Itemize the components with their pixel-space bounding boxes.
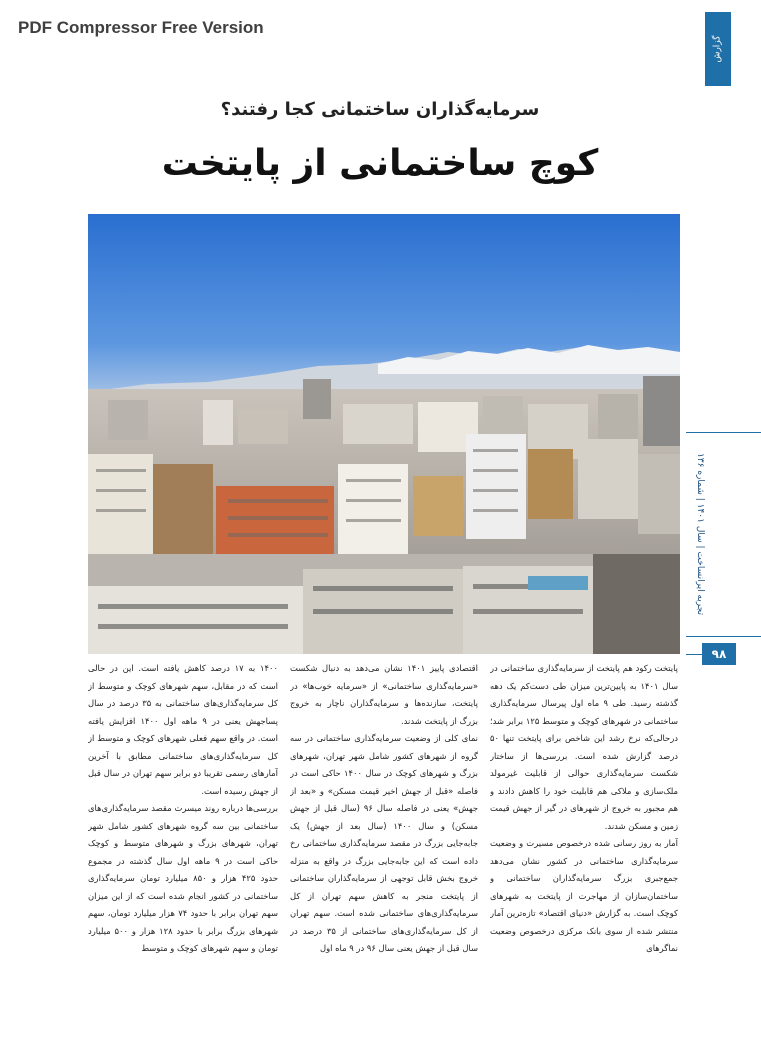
article-subtitle: سرمایه‌گذاران ساختمانی کجا رفتند؟ <box>220 99 540 120</box>
text-column-2 <box>290 660 478 980</box>
page-number-line <box>686 654 702 655</box>
paragraph: آمار به روز رسانی شده درخصوص مسیرت و وضعیت سرمایه‌گذاری ساختمانی در کشور نشان می‌دهد جمع‌جبری بزرگ سرمایه‌گذاران ساختمانی و ساختمان‌سازان از مهاجرت از پایتخت به شهرهای کوچک است. به گزارش «دنیای اقتصاد» تازه‌ترین آمار منتشر شده از سوی بانک مرکزی درخصوص وضعیت نماگرهای <box>490 838 678 953</box>
paragraph: اقتصادی پاییز ۱۴۰۱ نشان می‌دهد به دنبال شکست «سرمایه‌گذاری ساختمانی» از «سرمایه خوب‌ها» در پایتخت، سازنده‌ها و سرمایه‌گذاران ناچار به خروج بزرگ از پایتخت شدند. <box>290 663 478 726</box>
paragraph: پایتخت رکود هم پایتخت از سرمایه‌گذاری ساختمانی در سال ۱۴۰۱ به پایین‌ترین میزان طی دست‌کم یک دهه گذشته رسید. طی ۹ ماه اول پیرسال سرمایه‌گذاری ساختمانی در شهرهای کوچک و متوسط ۱۲۵ برابر شد؛ درحالی‌که نرخ رشد این شاخص برای پایتخت تنها ۵۰ درصد گزارش شده است. بررسی‌ها از ساختار شکست سرمایه‌گذاری حوالی از قابلیت غیرمولد ملک‌سازی و ملاکی هم قابلیت خود را کاهش دادند و هم مجبور به خروج از شهرهای در گیر از جهش قیمت زمین و مسکن شدند. <box>490 663 678 831</box>
page-number: ۹۸ <box>702 643 736 665</box>
paragraph: ۱۴۰۰ به ۱۷ درصد کاهش یافته است. این در حالی است که در مقابل، سهم شهرهای کوچک و متوسط از کل سرمایه‌گذاری‌های ساختمانی به ۳۵ درصد در سال پساجهش یعنی در ۹ ماهه اول ۱۴۰۰ افزایش یافته است. در واقع سهم فعلی شهرهای کوچک و متوسط از کل سرمایه‌گذاری‌های ساختمانی مطابق با آخرین آمارهای رسمی تقریبا دو برابر سهم تهران در سال قبل از جهش رسیده است. <box>88 663 278 796</box>
side-rail-top <box>686 432 761 433</box>
text-column-1 <box>490 660 678 980</box>
paragraph: بررسی‌ها درباره روند میسرت مقصد سرمایه‌گذاری‌های ساختمانی بین سه گروه شهرهای کشور شامل شهر تهران، شهرهای بزرگ و شهرهای متوسط و کوچک حاکی است در ۹ ماهه اول سال گذشته در مجموع حدود ۴۲۵ هزار و ۸۵۰ میلیارد تومان سرمایه‌گذاری ساختمانی در کشور انجام شده است که از این میزان سهم تهران برابر با حدود ۷۴ هزار میلیارد تومان، سهم شهرهای بزرگ برابر با حدود ۱۲۸ هزار و ۵۰۰ میلیارد تومان و سهم شهرهای کوچک و متوسط <box>88 803 278 953</box>
section-label: گزارش <box>713 35 723 63</box>
paragraph: نمای کلی از وضعیت سرمایه‌گذاری ساختمانی در سه گروه از شهرهای کشور شامل شهر تهران، شهرهای بزرگ و شهرهای کوچک در سال ۱۴۰۰ حاکی است در فاصله «قبل از جهش اخیر قیمت مسکن» و «بعد از جهش» یعنی در فاصله سال ۹۶ (سال قبل از جهش مسکن) و سال ۱۴۰۰ (سال بعد از جهش) یک جابه‌جایی بزرگ در مقصد سرمایه‌گذاری ساختمانی رخ داده است که این جابه‌جایی بزرگ در واقع به منزله خروج بخش قابل توجهی از سرمایه‌گذاران ساختمانی از پایتخت منجر به کاهش سهم تهران از کل سرمایه‌گذاری‌های ساختمانی شده است. سهم تهران از کل سرمایه‌گذاری‌های ساختمانی از ۳۵ درصد در سال قبل از جهش یعنی سال ۹۶ در ۹ ماه اول <box>290 733 478 953</box>
article-title: کوچ ساختمانی از پایتخت <box>161 143 599 184</box>
section-tab <box>705 12 731 86</box>
text-column-3 <box>88 660 278 980</box>
magazine-side-caption: تجربه ایرانساخت | سال ۱۴۰۱ | شماره ۱۳۶ <box>695 452 705 616</box>
side-rail-bottom <box>686 636 761 637</box>
pdf-compressor-watermark: PDF Compressor Free Version <box>18 18 264 37</box>
tehran-skyline-photo <box>88 214 680 654</box>
